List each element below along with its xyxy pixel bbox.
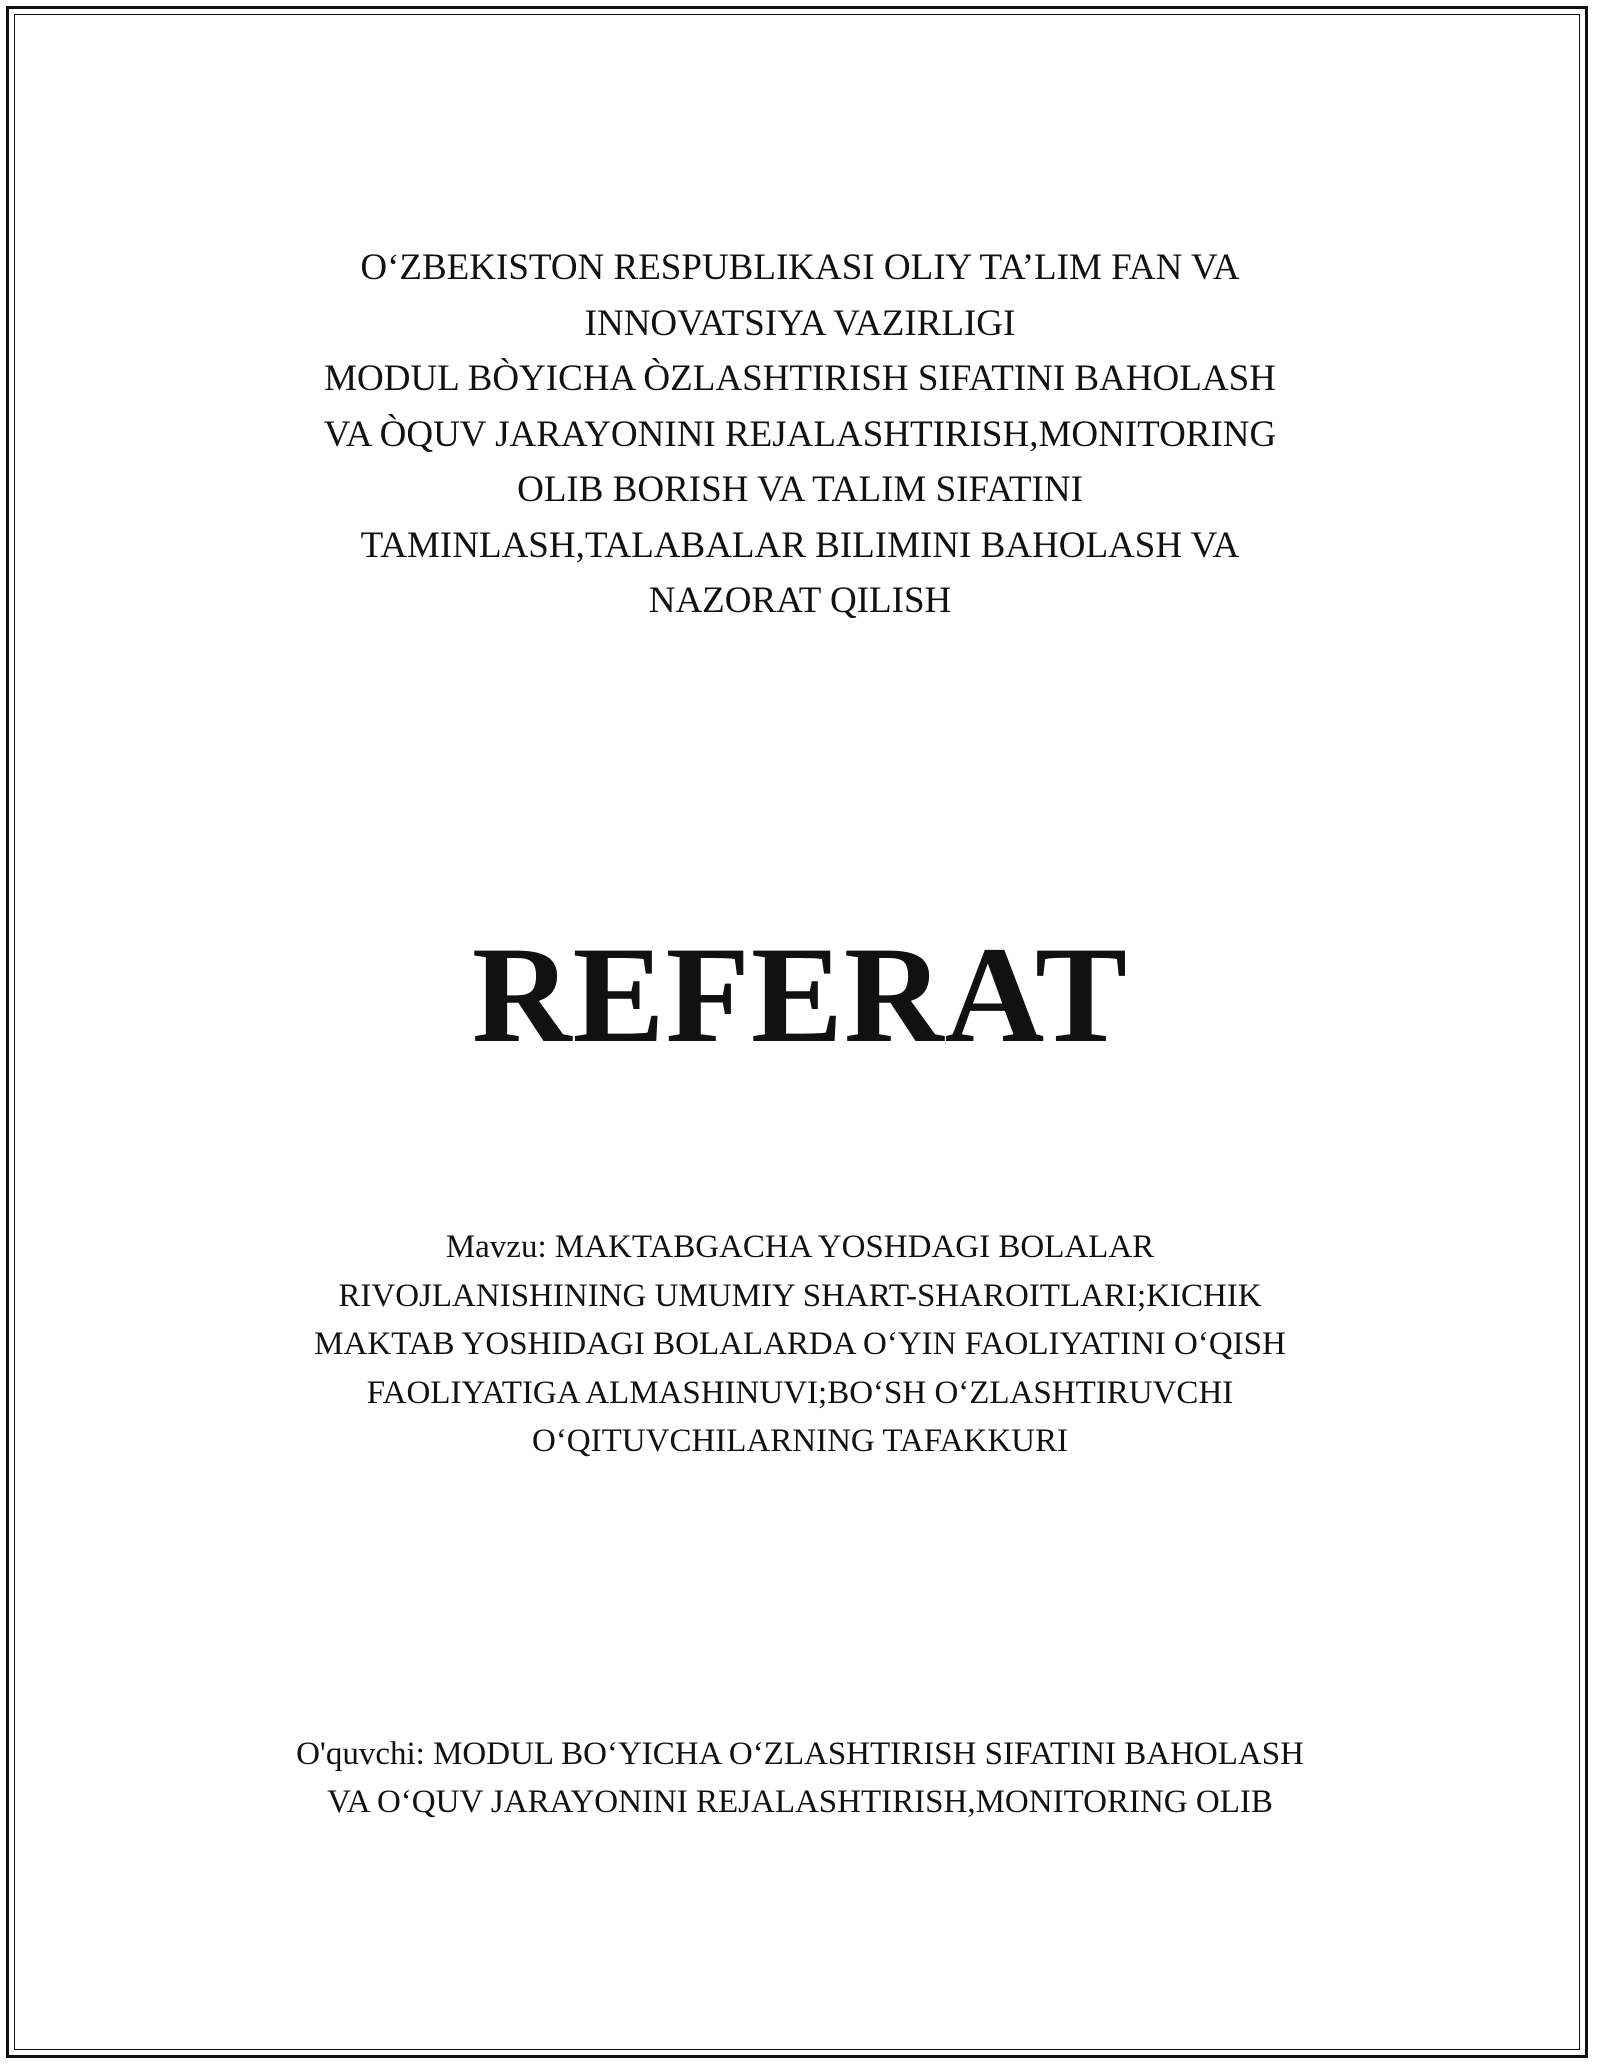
topic-line: RIVOJLANISHINING UMUMIY SHART-SHAROITLARI;KICHIK (338, 1277, 1262, 1314)
ministry-header (0, 240, 1600, 629)
ministry-line: INNOVATSIYA VAZIRLIGI (584, 302, 1016, 344)
topic-line: Mavzu: MAKTABGACHA YOSHDAGI BOLALAR (445, 1229, 1155, 1265)
student-line: VA O‘QUV JARAYONINI REJALASHTIRISH,MONITORING OLIB (327, 1784, 1273, 1820)
ministry-line: TAMINLASH,TALABALAR BILIMINI BAHOLASH VA (360, 524, 1240, 566)
ministry-line: VA ÒQUV JARAYONINI REJALASHTIRISH,MONITORING (323, 413, 1277, 455)
topic-line: O‘QITUVCHILARNING TAFAKKURI (531, 1423, 1068, 1459)
title-text: REFERAT (471, 918, 1129, 1071)
topic-section (0, 1223, 1600, 1466)
ministry-line: OLIB BORISH VA TALIM SIFATINI (517, 469, 1083, 510)
student-section (0, 1730, 1600, 1826)
ministry-line: O‘ZBEKISTON RESPUBLIKASI OLIY TA’LIM FAN VA (360, 247, 1240, 288)
ministry-line: NAZORAT QILISH (648, 580, 952, 621)
topic-line: MAKTAB YOSHIDAGI BOLALARDA O‘YIN FAOLIYATINI O‘QISH (314, 1326, 1286, 1362)
topic-line: FAOLIYATIGA ALMASHINUVI;BO‘SH O‘ZLASHTIRUVCHI (366, 1374, 1234, 1411)
ministry-line: MODUL BÒYICHA ÒZLASHTIRISH SIFATINI BAHOLASH (324, 358, 1276, 399)
document-title (0, 915, 1600, 1075)
student-line: O'quvchi: MODUL BO‘YICHA O‘ZLASHTIRISH SIFATINI BAHOLASH (296, 1736, 1304, 1772)
